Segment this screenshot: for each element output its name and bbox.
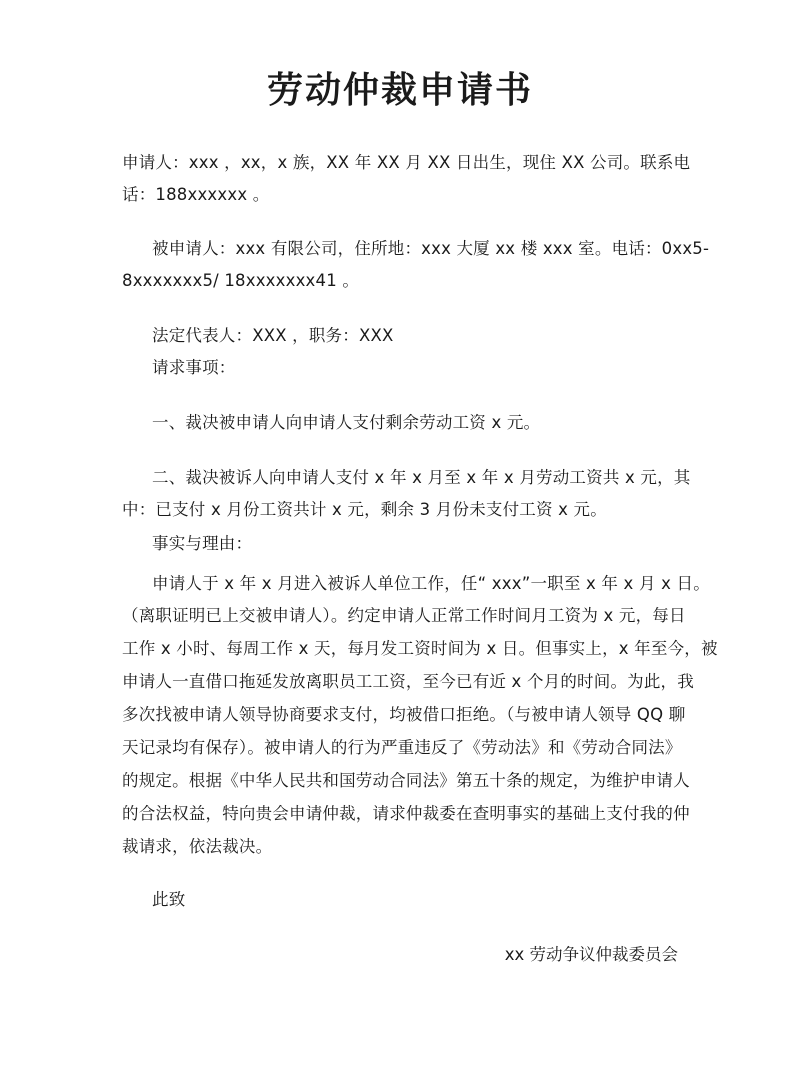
- facts-line: 的规定。根据《中华人民共和国劳动合同法》第五十条的规定，为维护申请人: [122, 771, 690, 790]
- legal-representative: 法定代表人：XXX ，职务：XXX: [152, 326, 394, 345]
- claims-heading: 请求事项：: [152, 358, 236, 377]
- applicant-line-1: 申请人：xxx ，xx，x 族，XX 年 XX 月 XX 日出生，现住 XX 公司。联系电: [122, 153, 691, 172]
- respondent-line-2: 8xxxxxxx5/ 18xxxxxxx41 。: [122, 271, 360, 290]
- facts-line: 多次找被申请人领导协商要求支付，均被借口拒绝。（与被申请人领导 QQ 聊: [122, 705, 686, 724]
- closing: 此致: [152, 890, 186, 909]
- facts-line: 天记录均有保存）。被申请人的行为严重违反了《劳动法》和《劳动合同法》: [122, 738, 682, 757]
- addressee: xx 劳动争议仲裁委员会: [504, 945, 678, 964]
- facts-line: 申请人于 x 年 x 月进入被诉人单位工作，任“ xxx”一职至 x 年 x 月 x 日。: [152, 574, 710, 593]
- facts-line: 的合法权益，特向贵会申请仲裁，请求仲裁委在查明事实的基础上支付我的仲: [122, 804, 690, 823]
- document-title: 劳动仲裁申请书: [266, 70, 533, 111]
- facts-line: （离职证明已上交被申请人）。约定申请人正常工作时间月工资为 x 元，每日: [122, 606, 686, 625]
- respondent-line-1: 被申请人：xxx 有限公司，住所地：xxx 大厦 xx 楼 xxx 室。电话：0xx5-: [152, 239, 710, 258]
- claim-1: 一、裁决被申请人向申请人支付剩余劳动工资 x 元。: [152, 413, 541, 432]
- facts-line: 工作 x 小时、每周工作 x 天，每月发工资时间为 x 日。但事实上，x 年至今，被: [122, 639, 718, 658]
- facts-line: 申请人一直借口拖延发放离职员工工资，至今已有近 x 个月的时间。为此，我: [122, 672, 694, 691]
- facts-line: 裁请求，依法裁决。: [122, 837, 273, 856]
- facts-heading: 事实与理由：: [152, 534, 253, 553]
- applicant-line-2: 话：188xxxxxx 。: [122, 185, 270, 204]
- claim-2-line-2: 中：已支付 x 月份工资共计 x 元，剩余 3 月份未支付工资 x 元。: [122, 500, 607, 519]
- claim-2-line-1: 二、裁决被诉人向申请人支付 x 年 x 月至 x 年 x 月劳动工资共 x 元，其: [152, 468, 691, 487]
